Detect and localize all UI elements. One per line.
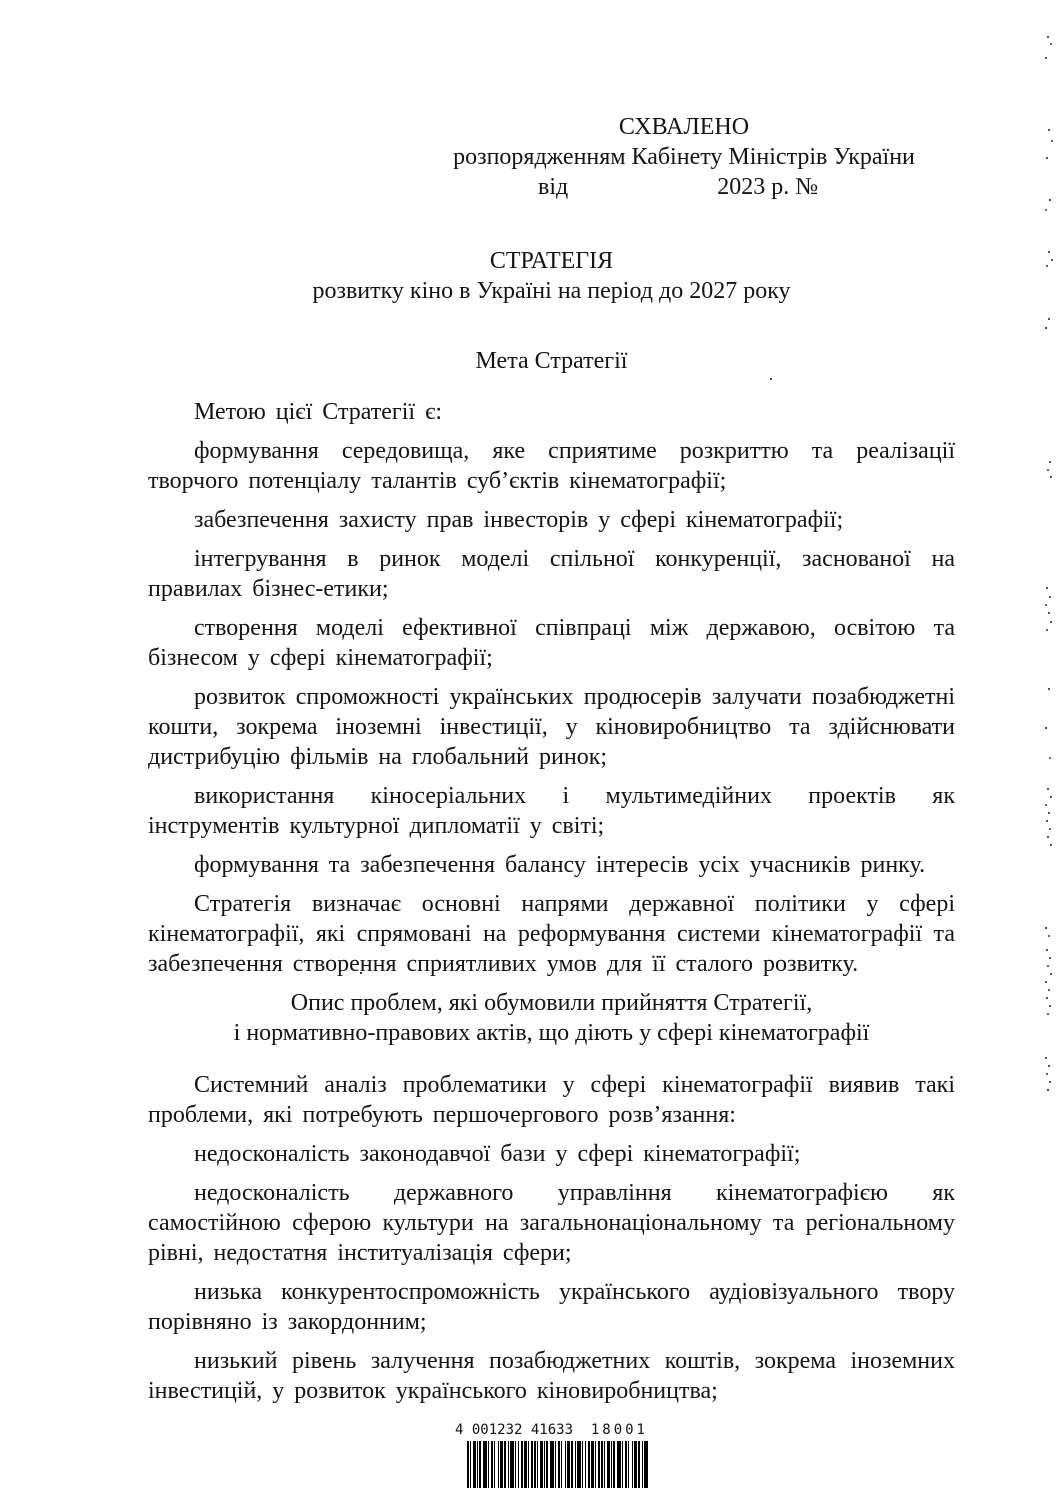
barcode	[455, 1422, 655, 1488]
body-paragraph: недосконалість державного управління кінематографією як самостійною сферою культури на загальнонаціональному та регіональному рівні, недостатня інституалізація сфери;	[148, 1180, 955, 1266]
document-title: СТРАТЕГІЯ	[489, 248, 614, 274]
barcode-digits-right: 18001	[590, 1422, 648, 1438]
body-paragraph: створення моделі ефективної співпраці між державою, освітою та бізнесом у сфері кінематографії;	[148, 615, 955, 671]
body-paragraph: інтегрування в ринок моделі спільної конкуренції, заснованої на правилах бізнес-етики;	[148, 546, 955, 602]
section-heading-problems	[148, 988, 955, 1048]
body-paragraph: Системний аналіз проблематики у сфері кінематографії виявив такі проблеми, які потребують першочергового розв’язання:	[148, 1072, 955, 1128]
body-paragraph: формування середовища, яке сприятиме розкриттю та реалізації творчого потенціалу талантів суб’єктів кінематографії;	[148, 438, 955, 494]
body-paragraph: використання кіносеріальних і мультимедійних проектів як інструментів культурної дипломатії у світі;	[148, 783, 955, 839]
document-content	[0, 112, 1058, 1406]
approval-block	[438, 112, 930, 202]
approval-by-line: розпорядженням Кабінету Міністрів України	[453, 144, 915, 170]
body-paragraph: забезпечення захисту прав інвесторів у сфері кінематографії;	[194, 507, 844, 533]
body-paragraph: Метою цієї Стратегії є:	[194, 399, 443, 425]
body-paragraph: низький рівень залучення позабюджетних коштів, зокрема іноземних інвестицій, у розвиток українського кіновиробництва;	[148, 1348, 955, 1404]
body-paragraph: Стратегія визначає основні напрями державної політики у сфері кінематографії, які спрямовані на реформування системи кінематографії та забезпечення створення сприятливих умов для її сталого розвитку.	[148, 891, 955, 977]
document-subtitle: розвитку кіно в Україні на період до 2027 року	[312, 278, 791, 304]
body-paragraph: недосконалість законодавчої бази у сфері кінематографії;	[194, 1141, 801, 1167]
approval-date-prefix: від	[538, 174, 569, 200]
scan-noise	[0, 0, 2, 2]
body-paragraph: розвиток спроможності українських продюсерів залучати позабюджетні кошти, зокрема іноземні інвестиції, у кіновиробництво та здійснювати дистрибуцію фільмів на глобальний ринок;	[148, 684, 955, 770]
body-paragraph: формування та забезпечення балансу інтересів усіх учасників ринку.	[194, 852, 926, 878]
section-heading-problems-line1: Опис проблем, які обумовили прийняття Стратегії,	[290, 990, 813, 1016]
body-paragraph: низька конкурентоспроможність українського аудіовізуального твору порівняно із закордонним;	[148, 1279, 955, 1335]
approval-date-number: 2023 р. №	[717, 174, 819, 200]
approval-date-line	[438, 172, 930, 202]
barcode-digits	[455, 1422, 648, 1438]
section-heading-problems-line2: і нормативно-правових актів, що діють у сфері кінематографії	[233, 1020, 870, 1046]
barcode-digits-left: 4 001232 41633	[455, 1422, 574, 1438]
title-block	[148, 246, 955, 306]
barcode-bars	[467, 1441, 651, 1488]
section-heading-goal: Мета Стратегії	[475, 348, 628, 374]
approval-approved-label: СХВАЛЕНО	[618, 114, 750, 140]
